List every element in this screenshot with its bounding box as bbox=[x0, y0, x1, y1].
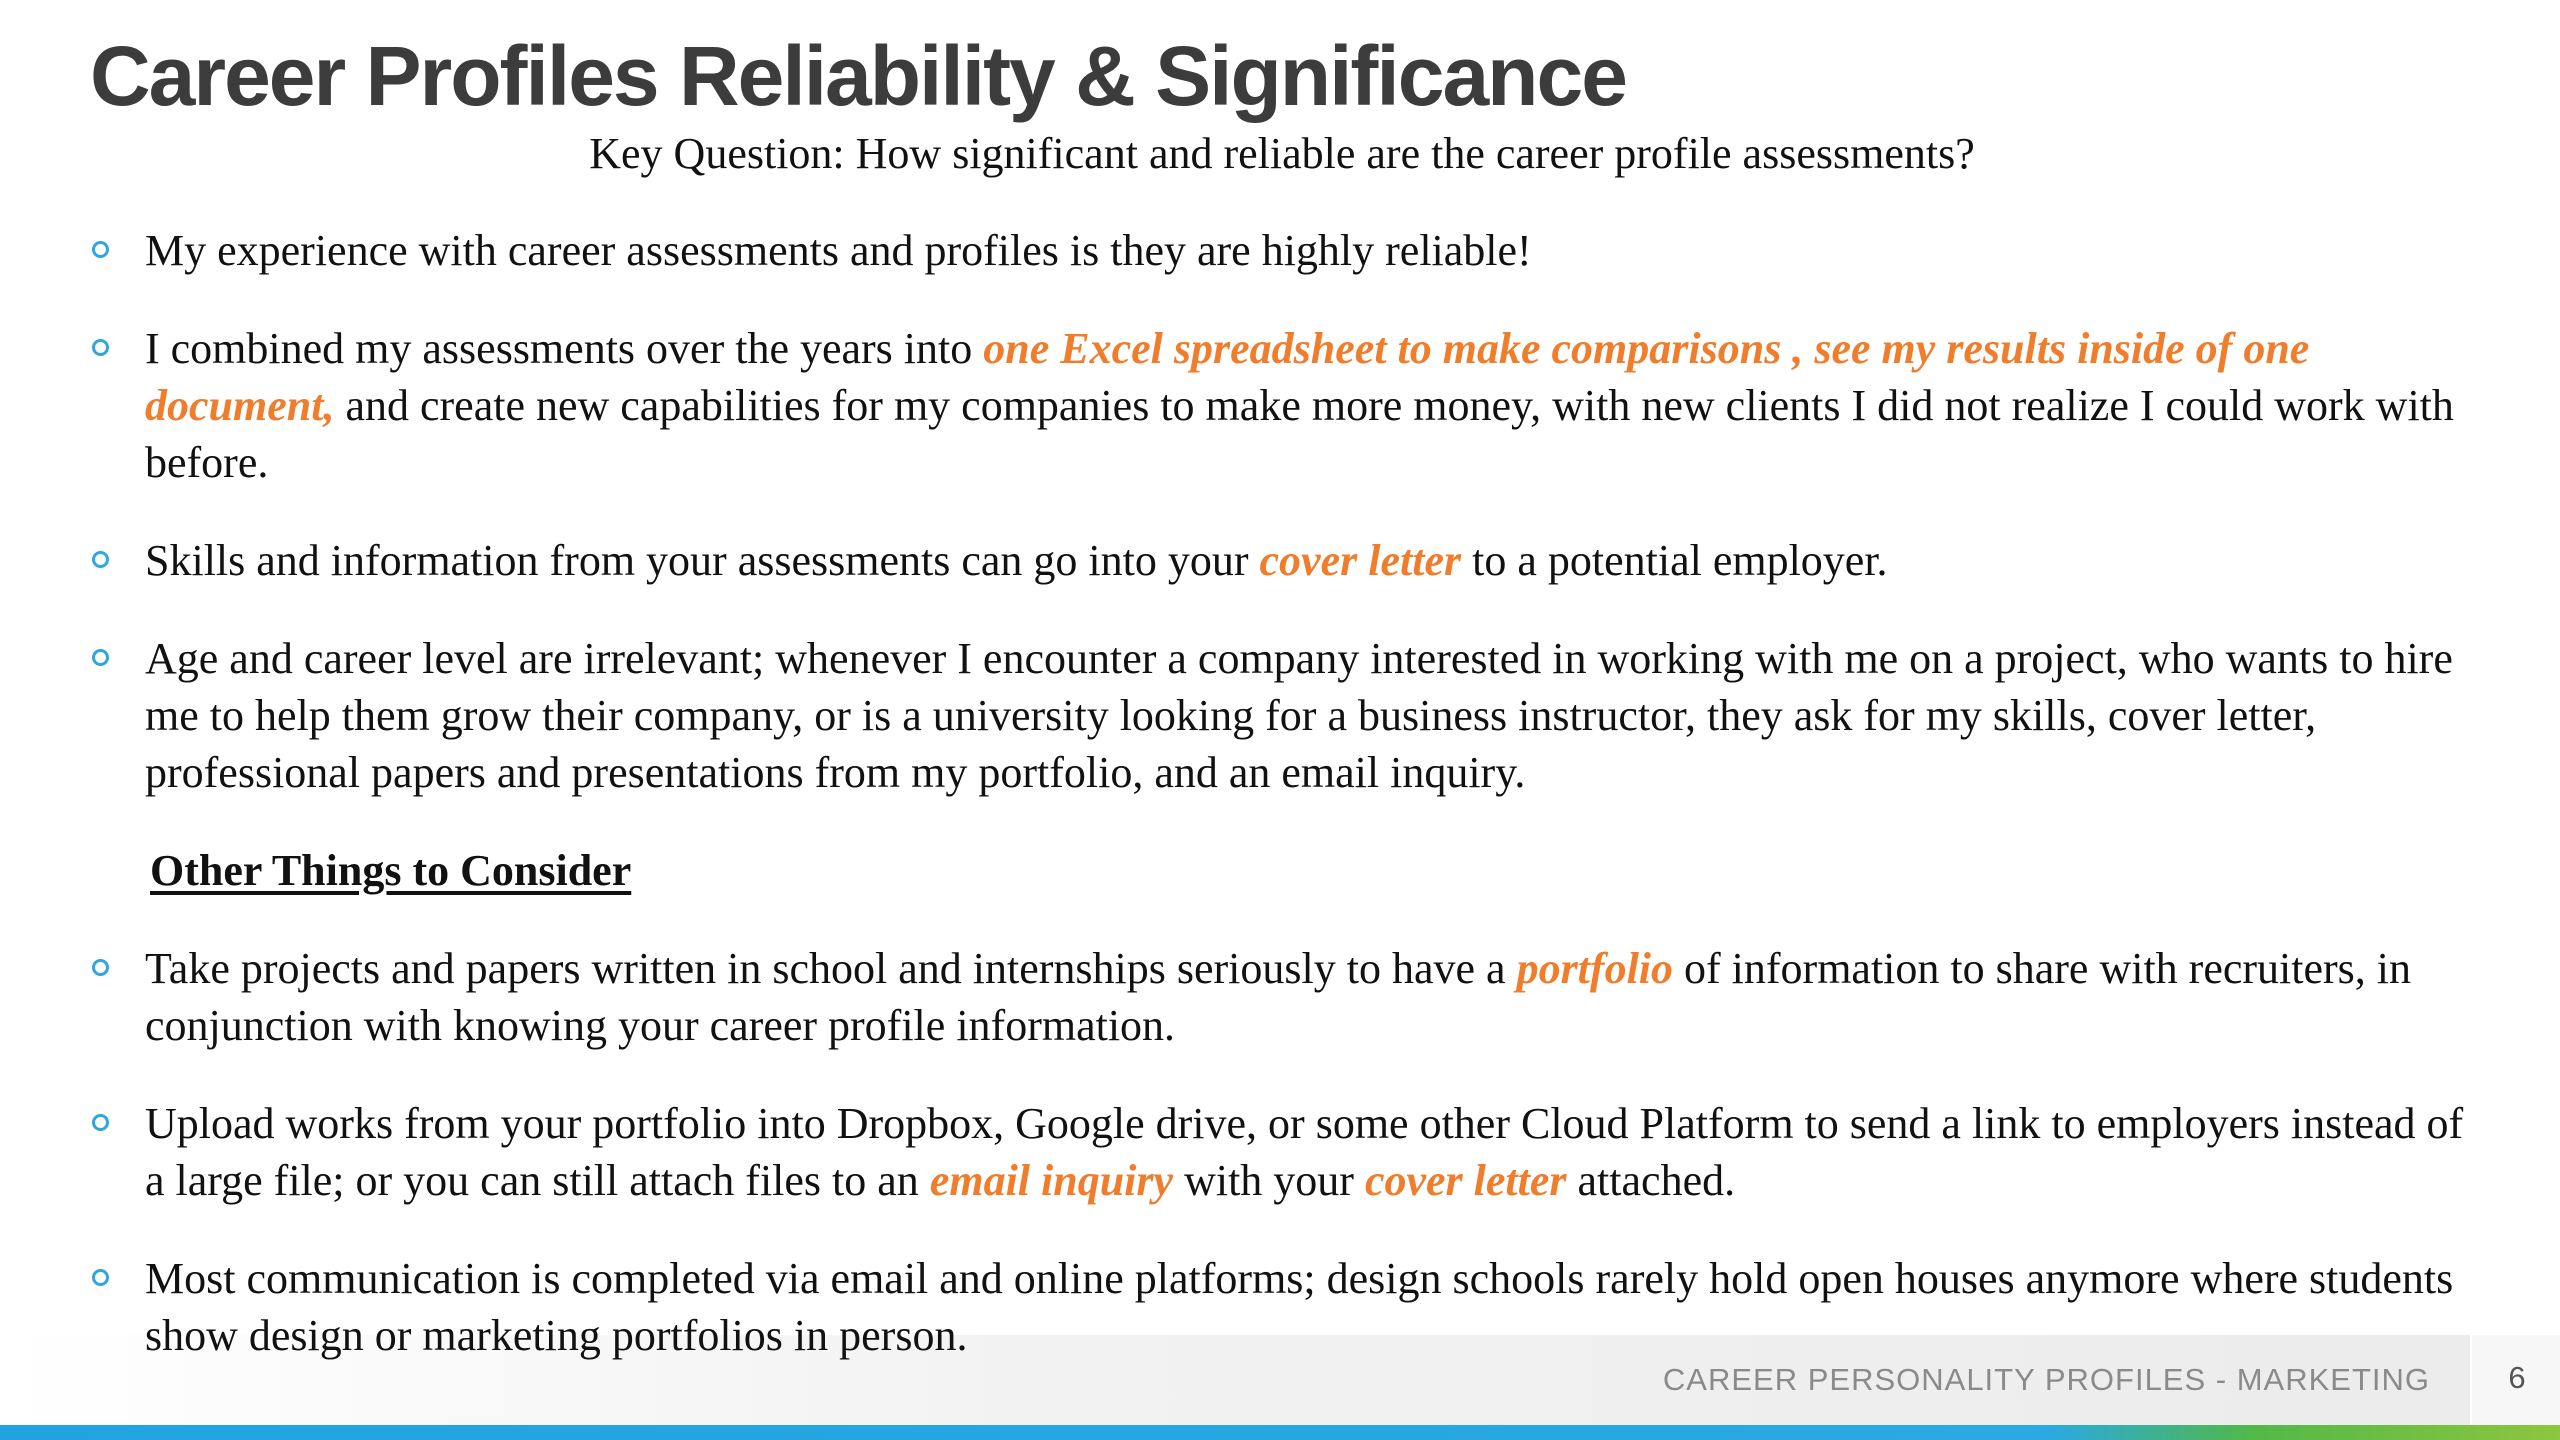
bullet-text: I combined my assessments over the years into bbox=[145, 324, 984, 373]
hollow-circle-bullet-icon bbox=[92, 241, 109, 258]
bullet-item bbox=[90, 940, 2490, 1054]
bullet-text: Skills and information from your assessments can go into your bbox=[145, 536, 1260, 585]
hollow-circle-bullet-icon bbox=[92, 551, 109, 568]
page-number-box bbox=[2470, 1335, 2560, 1425]
slide-content bbox=[90, 222, 2490, 1405]
highlighted-text: email inquiry bbox=[929, 1156, 1174, 1205]
bullet-item bbox=[90, 532, 2490, 589]
hollow-circle-bullet-icon bbox=[92, 1114, 109, 1131]
hollow-circle-bullet-icon bbox=[92, 649, 109, 666]
bullet-item bbox=[90, 320, 2490, 491]
bullet-list-secondary bbox=[90, 940, 2490, 1364]
page-number: 6 bbox=[2508, 1360, 2526, 1395]
highlighted-text: cover letter bbox=[1364, 1156, 1567, 1205]
bullet-item bbox=[90, 1250, 2490, 1364]
slide-title: Career Profiles Reliability & Significance bbox=[90, 29, 1626, 123]
footer-label: CAREER PERSONALITY PROFILES - MARKETING bbox=[1662, 1362, 2430, 1397]
bullet-text: Age and career level are irrelevant; whenever I encounter a company interested in working with me on a project, who wants to hire me to help them grow their company, or is a university looking for a business instructor, they ask for my skills, cover letter, professional papers and presentations from my portfolio, and an email inquiry. bbox=[145, 634, 2453, 797]
bullet-text: Most communication is completed via email and online platforms; design schools rarely hold open houses anymore where students show design or marketing portfolios in person. bbox=[145, 1254, 2454, 1360]
hollow-circle-bullet-icon bbox=[92, 959, 109, 976]
bullet-text: Take projects and papers written in school and internships seriously to have a bbox=[145, 944, 1517, 993]
highlighted-text: one Excel spreadsheet to make comparisons , see my results inside of one document, bbox=[145, 324, 2310, 430]
bullet-text: and create new capabilities for my companies to make more money, with new clients I did not realize I could work with before. bbox=[145, 381, 2454, 487]
hollow-circle-bullet-icon bbox=[92, 1269, 109, 1286]
bottom-accent-bar bbox=[0, 1425, 2560, 1440]
key-question-text: Key Question: How significant and reliable are the career profile assessments? bbox=[589, 129, 1975, 178]
bullet-text: My experience with career assessments and profiles is they are highly reliable! bbox=[145, 226, 1532, 275]
bullet-item bbox=[90, 630, 2490, 801]
bullet-item bbox=[90, 1095, 2490, 1209]
bullet-item bbox=[90, 222, 2490, 279]
bullet-text: with your bbox=[1173, 1156, 1365, 1205]
bullet-text: Upload works from your portfolio into Dropbox, Google drive, or some other Cloud Platform to send a link to employers instead of a large file; or you can still attach files to an bbox=[145, 1099, 2464, 1205]
bullet-list bbox=[90, 222, 2490, 801]
highlighted-text: portfolio bbox=[1516, 944, 1674, 993]
bullet-text: attached. bbox=[1566, 1156, 1736, 1205]
key-question bbox=[0, 128, 2560, 179]
bullet-text: to a potential employer. bbox=[1461, 536, 1888, 585]
highlighted-text: cover letter bbox=[1259, 536, 1462, 585]
hollow-circle-bullet-icon bbox=[92, 339, 109, 356]
section-subheading: Other Things to Consider bbox=[150, 846, 632, 895]
bullet-text: of information to share with recruiters, in conjunction with knowing your career profile information. bbox=[145, 944, 2412, 1050]
